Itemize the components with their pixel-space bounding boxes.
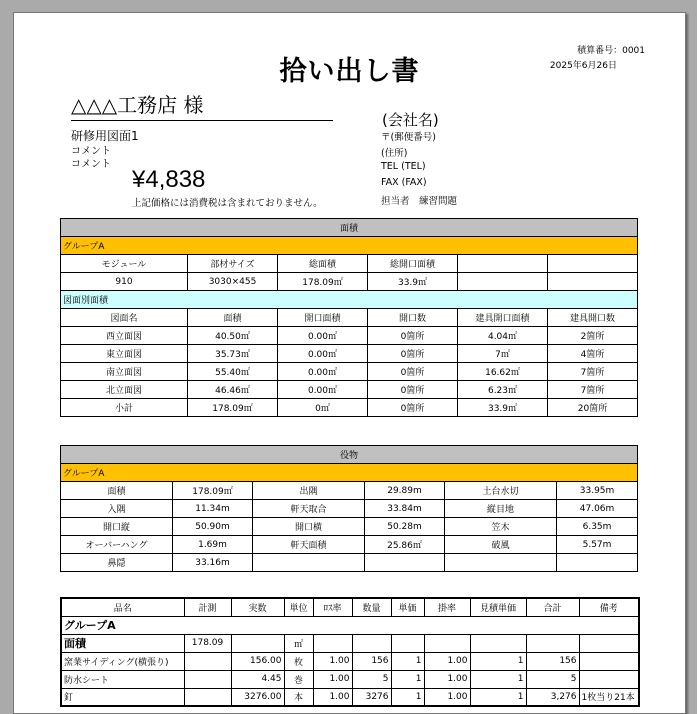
table-cell: 品名 [61, 598, 184, 616]
company-tel: TEL (TEL) [381, 161, 426, 172]
table-cell [184, 670, 231, 688]
company-name: (会社名) [382, 111, 439, 129]
table-cell: 0.00㎡ [278, 363, 368, 381]
table-cell: 40.50㎡ [188, 327, 278, 345]
table-cell: 入隅 [61, 500, 173, 518]
table-cell: 50.90m [173, 518, 253, 536]
table-cell: 総面積 [278, 255, 368, 273]
table-cell: 見積単価 [470, 598, 526, 616]
table-cell: 0.00㎡ [278, 345, 368, 363]
table-cell [424, 634, 470, 652]
table-cell: 面積 [188, 309, 278, 327]
table-cell: 東立面図 [61, 345, 188, 363]
table-cell: 窯業サイディング(横張り) [61, 652, 184, 670]
subtotal-row [61, 399, 638, 417]
table-cell: 1 [470, 688, 526, 706]
table-cell: 178.09 [184, 634, 231, 652]
table-cell: 910 [61, 273, 188, 291]
group-label: グループA [61, 237, 638, 255]
subgroup-label: 面積 [61, 634, 184, 652]
table-cell: 小計 [61, 399, 188, 417]
table-cell: 3276 [352, 688, 391, 706]
group-label: グループA [61, 616, 639, 634]
group-label: グループA [61, 464, 638, 482]
table-cell: 1.69m [173, 536, 253, 554]
table-cell [548, 255, 638, 273]
table-cell: 5 [526, 670, 579, 688]
table-cell: 33.9㎡ [368, 273, 458, 291]
table-cell: 35.73㎡ [188, 345, 278, 363]
table-cell [458, 255, 548, 273]
company-fax: FAX (FAX) [381, 177, 427, 188]
table-cell [445, 554, 557, 572]
table-cell [184, 652, 231, 670]
items-table [60, 597, 640, 707]
table-cell: 1 [470, 670, 526, 688]
table-row [61, 327, 638, 345]
table-cell: 0箇所 [368, 399, 458, 417]
subgroup-row [61, 634, 639, 652]
table-cell: 掛率 [424, 598, 470, 616]
table-cell: 1枚当り21本 [579, 688, 639, 706]
table-cell: 1.00 [424, 652, 470, 670]
table-cell: 0箇所 [368, 381, 458, 399]
table-cell: 枚 [284, 652, 313, 670]
table-cell: 南立面図 [61, 363, 188, 381]
table-cell: 5.57m [557, 536, 638, 554]
table-cell: 33.84m [365, 500, 445, 518]
total-price: ¥4,838 [132, 166, 206, 193]
table-cell: モジュール [61, 255, 188, 273]
table-cell: 3030×455 [188, 273, 278, 291]
table-header-row [61, 598, 639, 616]
table-cell: ㎡ [284, 634, 313, 652]
table-row [61, 518, 638, 536]
table-cell: 6.35m [557, 518, 638, 536]
section-title: 役物 [61, 446, 638, 464]
table-cell: 178.09㎡ [188, 399, 278, 417]
table-cell: 3276.00 [231, 688, 284, 706]
table-cell: 46.46㎡ [188, 381, 278, 399]
table-cell: 1.00 [424, 670, 470, 688]
table-cell: 4.45 [231, 670, 284, 688]
table-cell: 計測 [184, 598, 231, 616]
table-cell [579, 670, 639, 688]
table-row [61, 482, 638, 500]
comment-line: コメント [71, 159, 111, 170]
tax-note: 上記価格には消費税は含まれておりません。 [132, 198, 323, 209]
table-cell: 156 [352, 652, 391, 670]
table-cell: 実数 [231, 598, 284, 616]
table-cell [352, 634, 391, 652]
table-cell: 1.00 [313, 652, 352, 670]
table-cell: 3,276 [526, 688, 579, 706]
table-cell: 33.16m [173, 554, 253, 572]
drawing-name: 研修用図面1 [71, 129, 139, 143]
table-cell: 備考 [579, 598, 639, 616]
table-cell: 釘 [61, 688, 184, 706]
group-row [61, 237, 638, 255]
table-cell: 6.23㎡ [458, 381, 548, 399]
table-cell: 0箇所 [368, 345, 458, 363]
table-cell: 合計 [526, 598, 579, 616]
table-row [61, 536, 638, 554]
table-cell: 軒天取合 [253, 500, 365, 518]
group-heading-row [61, 616, 639, 634]
table-cell: 1 [391, 652, 424, 670]
table-cell: 2箇所 [548, 327, 638, 345]
table-cell: 縦目地 [445, 500, 557, 518]
table-cell [231, 634, 284, 652]
table-cell: 33.95m [557, 482, 638, 500]
table-cell [458, 273, 548, 291]
company-staff: 担当者 練習問題 [381, 196, 458, 207]
table-cell: 7箇所 [548, 381, 638, 399]
table-cell: 1 [470, 652, 526, 670]
table-cell [313, 634, 352, 652]
table-cell [365, 554, 445, 572]
document-date: 2025年6月26日 [549, 61, 617, 71]
trim-table [60, 445, 638, 572]
table-row [61, 688, 639, 706]
document-title: 拾い出し書 [279, 56, 420, 87]
table-cell: 20箇所 [548, 399, 638, 417]
table-cell: 4.04㎡ [458, 327, 548, 345]
table-cell: 北立面図 [61, 381, 188, 399]
table-cell: 1.00 [313, 688, 352, 706]
table-cell: 1.00 [313, 670, 352, 688]
table-cell: 1 [391, 688, 424, 706]
table-cell: 出隅 [253, 482, 365, 500]
table-cell: 55.40㎡ [188, 363, 278, 381]
table-cell: 建具開口数 [548, 309, 638, 327]
table-section-header [61, 446, 638, 464]
comment-line: コメント [71, 146, 111, 157]
table-cell: 開口面積 [278, 309, 368, 327]
table-cell: 開口数 [368, 309, 458, 327]
table-cell: 0箇所 [368, 327, 458, 345]
table-cell: 単位 [284, 598, 313, 616]
company-postal: 〒(郵便番号) [381, 132, 436, 143]
table-cell: 25.86㎡ [365, 536, 445, 554]
table-cell: 7㎡ [458, 345, 548, 363]
section-title: 面積 [61, 219, 638, 237]
table-cell: 総開口面積 [368, 255, 458, 273]
table-row [61, 554, 638, 572]
table-cell: 土台水切 [445, 482, 557, 500]
table-row [61, 345, 638, 363]
table-cell: 16.62㎡ [458, 363, 548, 381]
table-cell: 5 [352, 670, 391, 688]
table-row [61, 363, 638, 381]
table-cell: 開口縦 [61, 518, 173, 536]
table-cell: 50.28m [365, 518, 445, 536]
table-cell: 建具開口面積 [458, 309, 548, 327]
table-row [61, 273, 638, 291]
table-cell: 29.89m [365, 482, 445, 500]
table-cell [391, 634, 424, 652]
table-cell: 0.00㎡ [278, 327, 368, 345]
table-section-header [61, 219, 638, 237]
group-row [61, 464, 638, 482]
table-cell: 156 [526, 652, 579, 670]
table-cell [557, 554, 638, 572]
document-page [13, 12, 686, 714]
table-cell: ﾛｽ率 [313, 598, 352, 616]
table-cell: 単価 [391, 598, 424, 616]
subsection-title: 図面別面積 [61, 291, 638, 309]
table-cell: 0㎡ [278, 399, 368, 417]
table-cell [526, 634, 579, 652]
table-cell: 数量 [352, 598, 391, 616]
table-row [61, 670, 639, 688]
table-cell: 11.34m [173, 500, 253, 518]
table-cell: 33.9㎡ [458, 399, 548, 417]
table-cell: 0箇所 [368, 363, 458, 381]
table-cell: 部材サイズ [188, 255, 278, 273]
table-cell: 4箇所 [548, 345, 638, 363]
subsection-row [61, 291, 638, 309]
table-header-row [61, 309, 638, 327]
table-cell: 防水シート [61, 670, 184, 688]
table-cell: 178.09㎡ [173, 482, 253, 500]
table-cell: 1.00 [424, 688, 470, 706]
table-row [61, 381, 638, 399]
table-cell: 156.00 [231, 652, 284, 670]
estimate-number: 積算番号：0001 [577, 46, 645, 56]
table-cell: 0.00㎡ [278, 381, 368, 399]
table-row [61, 652, 639, 670]
table-cell [253, 554, 365, 572]
table-cell [184, 688, 231, 706]
table-cell: 開口横 [253, 518, 365, 536]
table-cell: オーバーハング [61, 536, 173, 554]
table-cell: 178.09㎡ [278, 273, 368, 291]
table-cell: 笠木 [445, 518, 557, 536]
table-cell: 鼻隠 [61, 554, 173, 572]
table-cell: 西立面図 [61, 327, 188, 345]
table-row [61, 500, 638, 518]
table-cell: 1 [391, 670, 424, 688]
table-cell [470, 634, 526, 652]
company-address: (住所) [381, 148, 408, 159]
table-cell: 47.06m [557, 500, 638, 518]
table-cell: 本 [284, 688, 313, 706]
table-header-row [61, 255, 638, 273]
table-cell [579, 634, 639, 652]
client-name: △△△工務店 様 [71, 89, 333, 121]
table-cell: 軒天面積 [253, 536, 365, 554]
table-cell [579, 652, 639, 670]
table-cell: 図面名 [61, 309, 188, 327]
table-cell: 面積 [61, 482, 173, 500]
table-cell: 巻 [284, 670, 313, 688]
area-table [60, 218, 638, 417]
table-cell: 破風 [445, 536, 557, 554]
table-cell: 7箇所 [548, 363, 638, 381]
table-cell [548, 273, 638, 291]
